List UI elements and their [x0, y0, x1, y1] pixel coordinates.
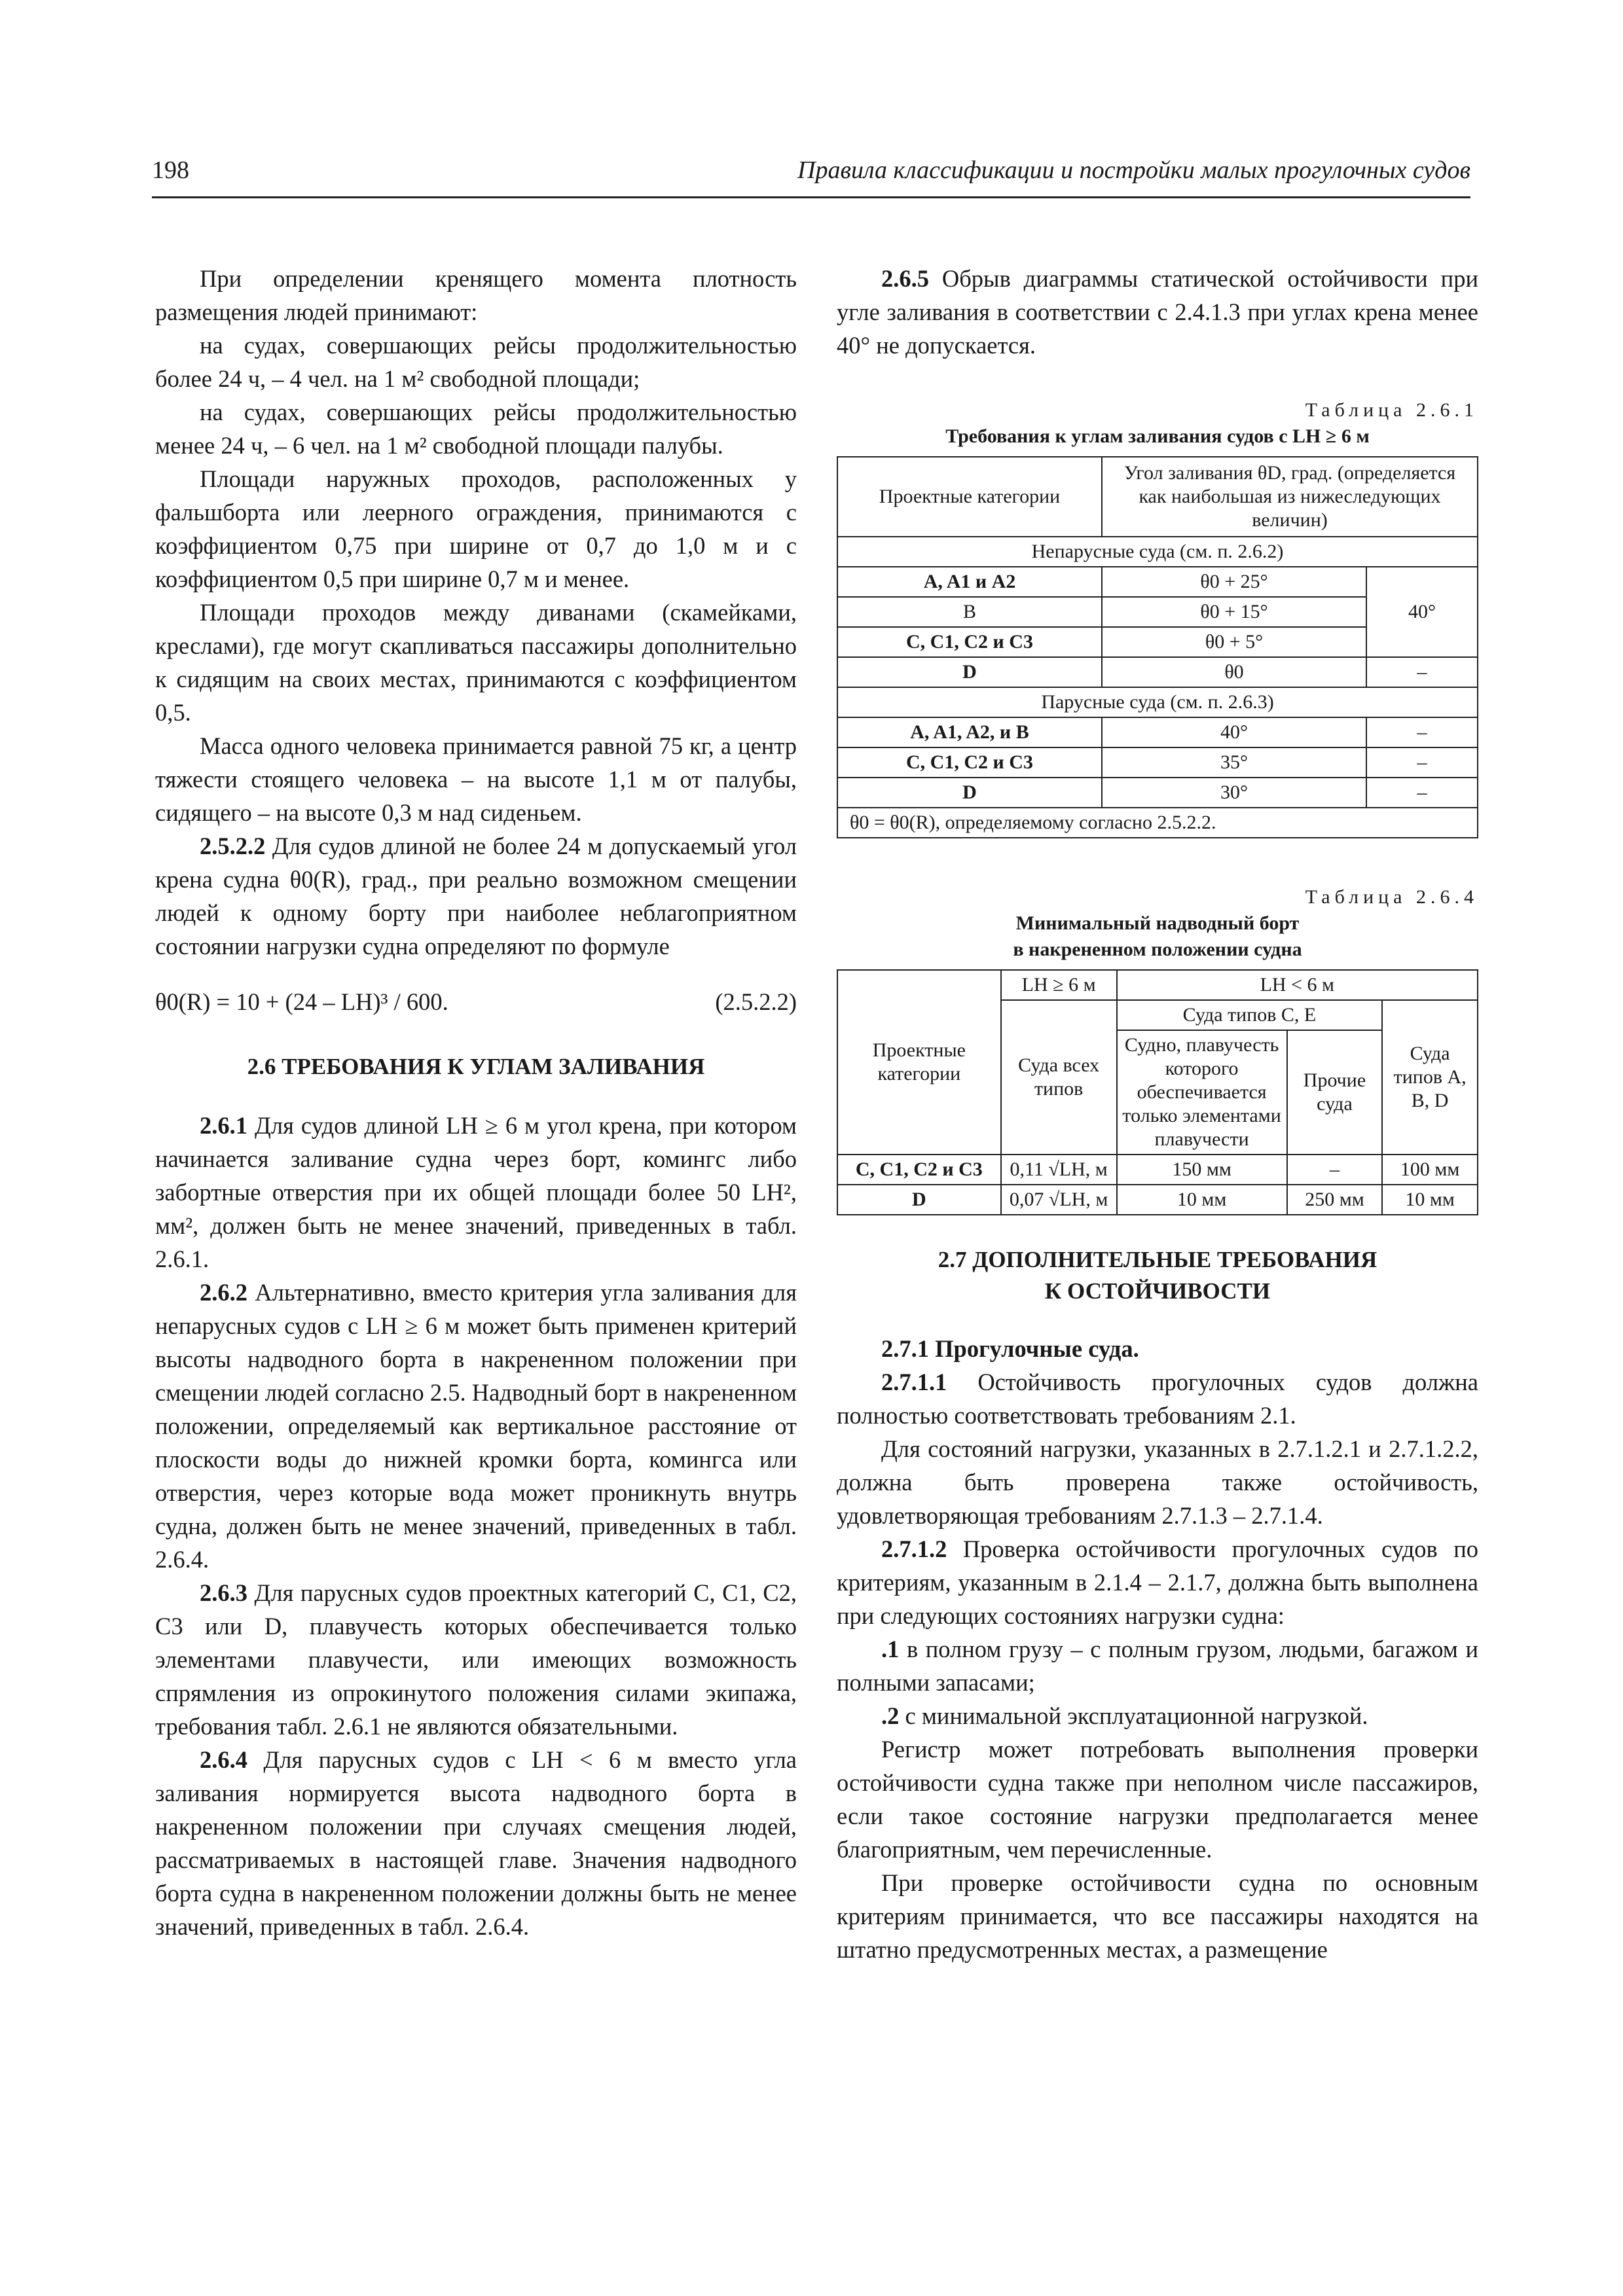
running-title: Правила классификации и постройки малых прогулочных судов — [797, 156, 1470, 184]
table-group-row: Непарусные суда (см. п. 2.6.2) — [837, 537, 1478, 567]
table-cell: 40° — [1102, 717, 1366, 747]
table-cell: θ0 — [1102, 657, 1366, 687]
table-caption: Таблица 2.6.1 — [1305, 399, 1478, 421]
table-cell: 35° — [1102, 747, 1366, 778]
table-row — [837, 808, 1478, 838]
list-item — [837, 1632, 1478, 1699]
table-row — [837, 778, 1478, 808]
clause-text: Альтернативно, вместо критерия угла заливания для непарусных судов с LH ≥ 6 м может быть применен критерий высоты надводного борта в накрененном положении при смещении людей согласно 2.5. Надводный борт в накрененном положении, определяемый как вертикальное расстояние от плоскости воды до нижней кромки борта, комингса или отверстия, через которые вода может проникнуть внутрь судна, должен быть не менее значений, приведенных в табл. 2.6.4. — [155, 1279, 797, 1573]
table-row — [837, 657, 1478, 687]
paragraph: Площади проходов между диванами (скамейками, креслами), где могут скапливаться пассажиры дополнительно к сидящим на своих местах, принимаются с коэффициентом 0,5. — [155, 599, 797, 726]
table-cell: D — [837, 778, 1102, 808]
page-header — [152, 156, 1470, 198]
table-cell: LH ≥ 6 м — [1001, 970, 1117, 1000]
list-item — [837, 1699, 1478, 1732]
clause-text: Для судов длиной не более 24 м допускаемый угол крена судна θ0(R), град., при реально возможном смещении людей к одному борту при наиболее неблагоприятном состоянии нагрузки судна определяют по формуле — [155, 833, 797, 960]
table-title-line: в накрененном положении судна — [1013, 939, 1302, 960]
clause-text: Остойчивость прогулочных судов должна полностью соответствовать требованиям 2.1. — [837, 1369, 1478, 1429]
table-row — [837, 970, 1478, 1000]
list-marker: .2 — [881, 1702, 900, 1729]
table-title-line: Минимальный надводный борт — [1015, 912, 1300, 934]
paragraph: При проверке остойчивости судна по основным критериям принимается, что все пассажиры находятся на штатно предусмотренных местах, а размещение — [837, 1869, 1478, 1963]
table-cell: Судно, плавучесть которого обеспечивается только элементами плавучести — [1117, 1030, 1287, 1155]
right-column — [837, 262, 1478, 1966]
table-cell: – — [1366, 657, 1478, 687]
list-marker: .1 — [881, 1636, 900, 1662]
table-row — [837, 537, 1478, 567]
table-cell: B — [837, 597, 1102, 627]
page-number: 198 — [152, 156, 189, 184]
table-row — [837, 457, 1478, 537]
formula: θ0(R) = 10 + (24 – LH)³ / 600. — [155, 988, 448, 1015]
paragraph: Масса одного человека принимается равной 75 кг, а центр тяжести стоящего человека – на высоте 1,1 м от палубы, сидящего – на высоте 0,3 м над сиденьем. — [155, 732, 797, 826]
paragraph: на судах, совершающих рейсы продолжительностью более 24 ч, – 4 чел. на 1 м² свободной площади; — [155, 332, 797, 392]
table-cell: θ0 + 5° — [1102, 627, 1366, 657]
table-cell: C, C1, C2 и C3 — [837, 1155, 1001, 1185]
paragraph-2-6-5 — [837, 262, 1478, 362]
clause-text: Для парусных судов проектных категорий C, C1, C2, C3 или D, плавучесть которых обеспечивается только элементами плавучести, или имеющих возможность спрямления из опрокинутого положения силами экипажа, требования табл. 2.6.1 не являются обязательными. — [155, 1579, 797, 1740]
clause-number: 2.6.5 — [881, 265, 929, 292]
paragraph-2-6-3 — [155, 1576, 797, 1743]
table-2-6-4 — [837, 969, 1478, 1215]
section-heading: 2.6 ТРЕБОВАНИЯ К УГЛАМ ЗАЛИВАНИЯ — [247, 1054, 705, 1079]
table-row — [837, 687, 1478, 717]
paragraph: При определении кренящего момента плотность размещения людей принимают: — [155, 265, 797, 325]
table-cell: 30° — [1102, 778, 1366, 808]
clause-text: Для парусных судов с LH < 6 м вместо угла заливания нормируется высота надводного борта в накрененном положении при случаях смещения людей, рассматриваемых в настоящей главе. Значения надводного борта судна в накрененном положении должны быть не менее значений, приведенных в табл. 2.6.4. — [155, 1746, 797, 1940]
clause-text: Для судов длиной LH ≥ 6 м угол крена, при котором начинается заливание судна через борт, комингс либо забортные отверстия при их общей площади более 50 LH², мм², должен быть не менее значений, приведенных в табл. 2.6.1. — [155, 1112, 797, 1272]
table-cell: D — [837, 1185, 1001, 1215]
paragraph-2-6-4 — [155, 1743, 797, 1943]
table-cell: C, C1, C2 и C3 — [837, 627, 1102, 657]
clause-number: 2.6.1 — [200, 1112, 247, 1139]
table-cell: Суда типов С, Е — [1117, 1000, 1383, 1030]
paragraph: на судах, совершающих рейсы продолжительностью менее 24 ч, – 6 чел. на 1 м² свободной площади палубы. — [155, 399, 797, 459]
table-cell: Суда всех типов — [1001, 1000, 1117, 1155]
table-row — [837, 567, 1478, 597]
table-cell: A, A1 и A2 — [837, 567, 1102, 597]
table-cell: Суда типов A, B, D — [1382, 1000, 1478, 1155]
paragraph-2-7-1-1 — [837, 1365, 1478, 1432]
table-cell: θ0 + 15° — [1102, 597, 1366, 627]
clause-number: 2.7.1.1 — [881, 1369, 947, 1395]
clause-text: Обрыв диаграммы статической остойчивости при угле заливания в соответствии с 2.4.1.3 при углах крена менее 40° не допускается. — [837, 265, 1478, 359]
paragraph: Регистр может потребовать выполнения проверки остойчивости судна также при неполном числе пассажиров, если такое состояние нагрузки предполагается менее благоприятным, чем перечисленные. — [837, 1736, 1478, 1863]
formula-number: (2.5.2.2) — [715, 988, 797, 1015]
table-cell: Угол заливания θD, град. (определяется как наибольшая из нижеследующих величин) — [1102, 457, 1478, 537]
table-cell: 10 мм — [1382, 1185, 1478, 1215]
paragraph: Для состояний нагрузки, указанных в 2.7.1.2.1 и 2.7.1.2.2, должна быть проверена также остойчивость, удовлетворяющая требованиям 2.7.1.3 – 2.7.1.4. — [837, 1435, 1478, 1529]
table-title: Требования к углам заливания судов с LH ≥ 6 м — [945, 425, 1370, 447]
table-cell: 10 мм — [1117, 1185, 1287, 1215]
table-cell: – — [1287, 1155, 1383, 1185]
paragraph: Площади наружных проходов, расположенных у фальшборта или леерного ограждения, принимаются с коэффициентом 0,75 при ширине от 0,7 до 1,0 м и с коэффициентом 0,5 при ширине 0,7 м и менее. — [155, 465, 797, 592]
table-cell: θ0 + 25° — [1102, 567, 1366, 597]
list-text: в полном грузу – с полным грузом, людьми, багажом и полными запасами; — [837, 1636, 1478, 1696]
left-column — [155, 262, 797, 1943]
paragraph-2-5-2-2 — [155, 829, 797, 963]
formula-row — [155, 985, 797, 1018]
table-cell: Проектные категории — [837, 457, 1102, 537]
table-cell: – — [1366, 778, 1478, 808]
table-row — [837, 717, 1478, 747]
section-heading-line: К ОСТОЙЧИВОСТИ — [1044, 1278, 1271, 1304]
table-cell: – — [1366, 717, 1478, 747]
table-row — [837, 1185, 1478, 1215]
section-heading-line: 2.7 ДОПОЛНИТЕЛЬНЫЕ ТРЕБОВАНИЯ — [938, 1247, 1377, 1272]
table-cell: Прочие суда — [1287, 1030, 1383, 1155]
table-group-row: Парусные суда (см. п. 2.6.3) — [837, 687, 1478, 717]
section-heading — [837, 1244, 1478, 1307]
table-cell: – — [1366, 747, 1478, 778]
table-cell: 150 мм — [1117, 1155, 1287, 1185]
table-2-6-1 — [837, 456, 1478, 838]
table-cell: D — [837, 657, 1102, 687]
table-cell: 100 мм — [1382, 1155, 1478, 1185]
clause-number: 2.6.3 — [200, 1579, 247, 1606]
subsection-heading: 2.7.1 Прогулочные суда. — [881, 1335, 1139, 1362]
paragraph-2-6-2 — [155, 1276, 797, 1576]
table-cell: 0,07 √LH, м — [1001, 1185, 1117, 1215]
clause-number: 2.6.4 — [200, 1746, 247, 1773]
table-cell: A, A1, A2, и B — [837, 717, 1102, 747]
clause-number: 2.7.1.2 — [881, 1535, 947, 1562]
table-cell: C, C1, C2 и C3 — [837, 747, 1102, 778]
clause-number: 2.5.2.2 — [200, 833, 266, 859]
table-row — [837, 747, 1478, 778]
table-cell: 40° — [1366, 567, 1478, 657]
paragraph-2-7-1-2 — [837, 1532, 1478, 1632]
clause-number: 2.6.2 — [200, 1279, 247, 1306]
table-cell: 250 мм — [1287, 1185, 1383, 1215]
table-cell: LH < 6 м — [1117, 970, 1478, 1000]
table-note: θ0 = θ0(R), определяемому согласно 2.5.2.2. — [837, 808, 1478, 838]
table-cell: 0,11 √LH, м — [1001, 1155, 1117, 1185]
table-caption: Таблица 2.6.4 — [1305, 886, 1478, 908]
list-text: с минимальной эксплуатационной нагрузкой. — [899, 1702, 1368, 1729]
paragraph-2-6-1 — [155, 1109, 797, 1276]
table-cell: Проектные категории — [837, 970, 1001, 1155]
table-row — [837, 1155, 1478, 1185]
clause-text: Проверка остойчивости прогулочных судов по критериям, указанным в 2.1.4 – 2.1.7, должна быть выполнена при следующих состояниях нагрузки судна: — [837, 1535, 1478, 1629]
